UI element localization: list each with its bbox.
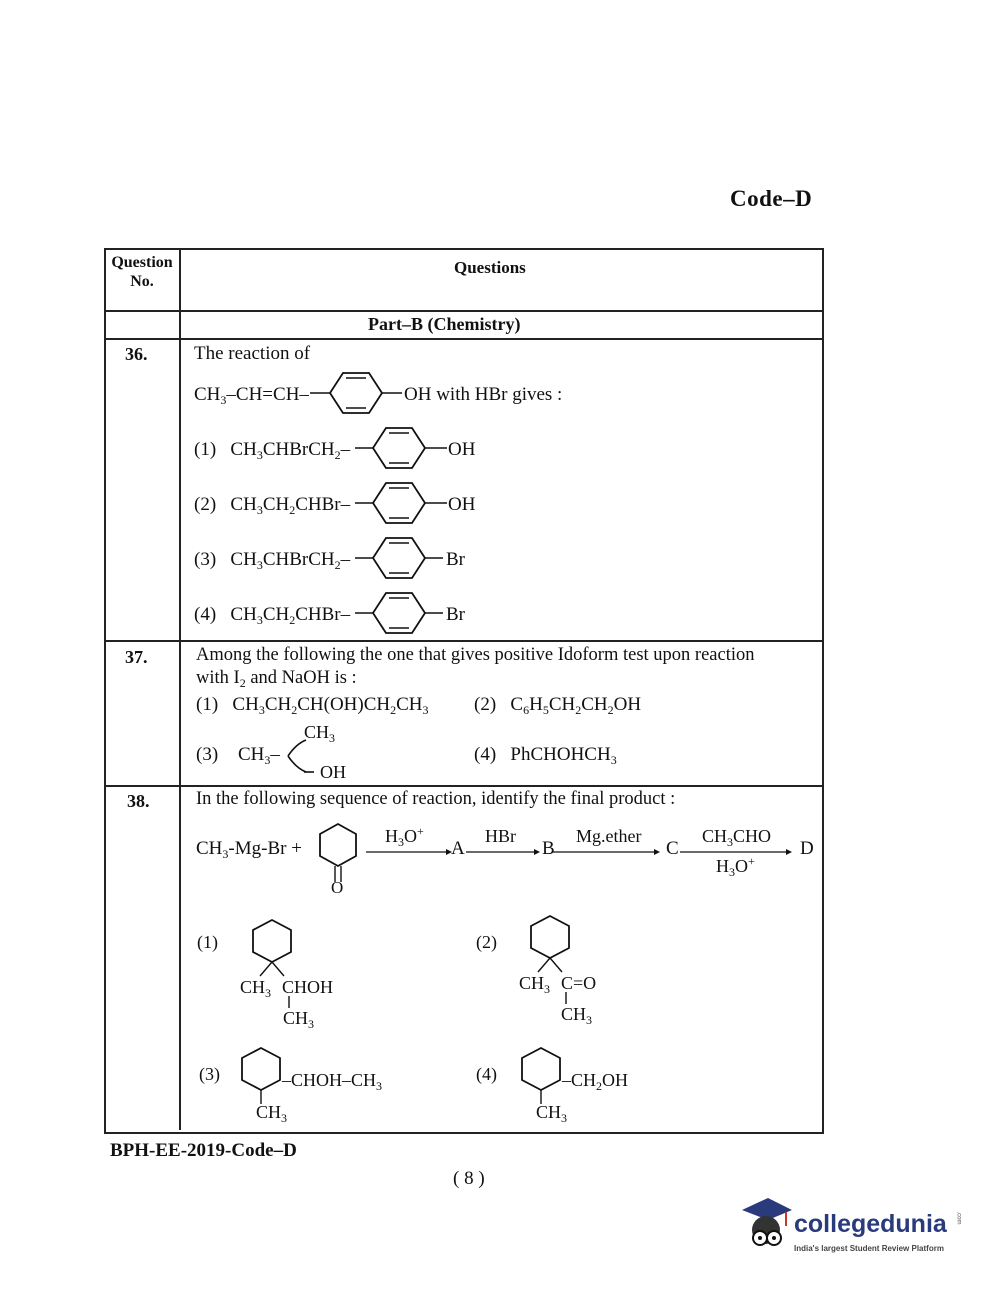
benzene-ring-icon	[355, 591, 455, 635]
q38-option-2-methyl: $CH_3$	[519, 973, 551, 996]
questions-table	[104, 248, 824, 1134]
exam-code-label: Code–D	[730, 186, 813, 211]
q38-product-a: A	[451, 838, 465, 859]
q38-option-2-label: (2)	[476, 932, 497, 952]
q37-option-2: (2) $C_6H_5CH_2CH_2OH$	[474, 694, 642, 717]
q38-product-d: D	[800, 838, 814, 859]
logo-suffix: .com	[955, 1211, 962, 1225]
q37-option-3-label: (3)	[196, 744, 219, 765]
q37-option-3-methyl: $CH_3-$	[238, 744, 280, 767]
q36-option-3-substituent: Br	[446, 549, 465, 570]
q38-step4-reagent-top: $CH_3CHO$	[702, 826, 772, 849]
column-header-questions: Questions	[454, 258, 526, 277]
q38-step4-reagent-bottom: $H_3O^+$	[716, 854, 755, 879]
benzene-ring-icon	[355, 481, 455, 525]
cyclohexane-ring-icon	[522, 914, 582, 976]
q38-option-1-methyl: $CH_3$	[240, 977, 272, 1000]
q38-option-4-under: $CH_3$	[536, 1102, 568, 1125]
q36-option-2: (2) $CH_3CH_2CHBr-$	[194, 494, 351, 517]
q38-step3-reagent: Mg.ether	[576, 826, 642, 846]
benzene-ring-icon	[355, 426, 455, 470]
q36-option-3: (3) $CH_3CHBrCH_2-$	[194, 549, 351, 572]
row-divider-36-37	[106, 640, 822, 642]
benzene-ring-icon	[355, 536, 455, 580]
q38-ketone-oxygen: O	[331, 878, 344, 897]
q38-option-3-label: (3)	[199, 1064, 220, 1084]
benzene-ring-icon	[310, 371, 410, 415]
logo-tagline: India's largest Student Review Platform	[794, 1244, 944, 1253]
footer-code: BPH-EE-2019-Code–D	[110, 1140, 297, 1161]
row-divider-37-38	[106, 785, 822, 787]
q37-text-line2: with $I_2$ and NaOH is :	[196, 668, 357, 690]
q36-option-2-substituent: OH	[448, 494, 476, 515]
q38-option-3-under: $CH_3$	[256, 1102, 288, 1125]
q38-option-2-under: $CH_3$	[561, 1004, 593, 1027]
section-title: Part–B (Chemistry)	[368, 314, 521, 334]
q38-option-1-label: (1)	[197, 932, 218, 952]
q38-product-c: C	[666, 838, 679, 859]
q38-option-1-chain: CHOH	[282, 977, 334, 997]
q37-option-4: (4) PhCHOHCH$_3$	[474, 744, 617, 767]
q38-product-b: B	[542, 838, 555, 859]
q37-option-1: (1) $CH_3CH_2CH(OH)CH_2CH_3$	[196, 694, 429, 717]
q36-option-4-substituent: Br	[446, 604, 465, 625]
q38-option-2-chain: C=O	[561, 973, 597, 993]
q36-reactant-right: OH with HBr gives :	[404, 384, 563, 405]
reaction-arrows	[366, 848, 826, 858]
q36-intro: The reaction of	[194, 343, 311, 364]
page-number: ( 8 )	[453, 1168, 485, 1189]
q36-option-1-substituent: OH	[448, 439, 476, 460]
question-number-38: 38.	[127, 791, 150, 811]
q38-step1-reagent: $H_3O^+$	[385, 824, 424, 849]
question-number-37: 37.	[125, 647, 148, 667]
column-divider	[179, 250, 181, 1130]
q38-option-4-label: (4)	[476, 1064, 497, 1084]
section-divider	[106, 338, 822, 340]
question-number-36: 36.	[125, 344, 148, 364]
cyclohexane-ring-icon	[244, 918, 304, 980]
column-header-question-no: Question No.	[111, 254, 173, 290]
q36-reactant-left: $CH_3-CH=CH-$	[194, 384, 309, 407]
q38-option-1-under: $CH_3$	[283, 1008, 315, 1031]
q38-option-3-side: $-CHOH-CH_3$	[282, 1070, 383, 1093]
q38-option-4-side: $-CH_2OH$	[562, 1070, 629, 1093]
q38-step2-reagent: HBr	[485, 826, 516, 846]
q36-option-1: (1) $CH_3CHBrCH_2-$	[194, 439, 351, 462]
q37-option-3-top: $CH_3$	[304, 722, 336, 745]
collegedunia-mascot-icon	[734, 1196, 794, 1256]
logo-wordmark: collegedunia	[794, 1210, 947, 1238]
header-divider	[106, 310, 822, 312]
q36-option-4: (4) $CH_3CH_2CHBr-$	[194, 604, 351, 627]
q37-text-line1: Among the following the one that gives positive Idoform test upon reaction	[196, 645, 755, 665]
q38-grignard: $CH_3-Mg-Br$ +	[196, 838, 302, 861]
q38-text: In the following sequence of reaction, identify the final product :	[196, 789, 676, 809]
q37-option-3-bottom: OH	[320, 762, 346, 782]
